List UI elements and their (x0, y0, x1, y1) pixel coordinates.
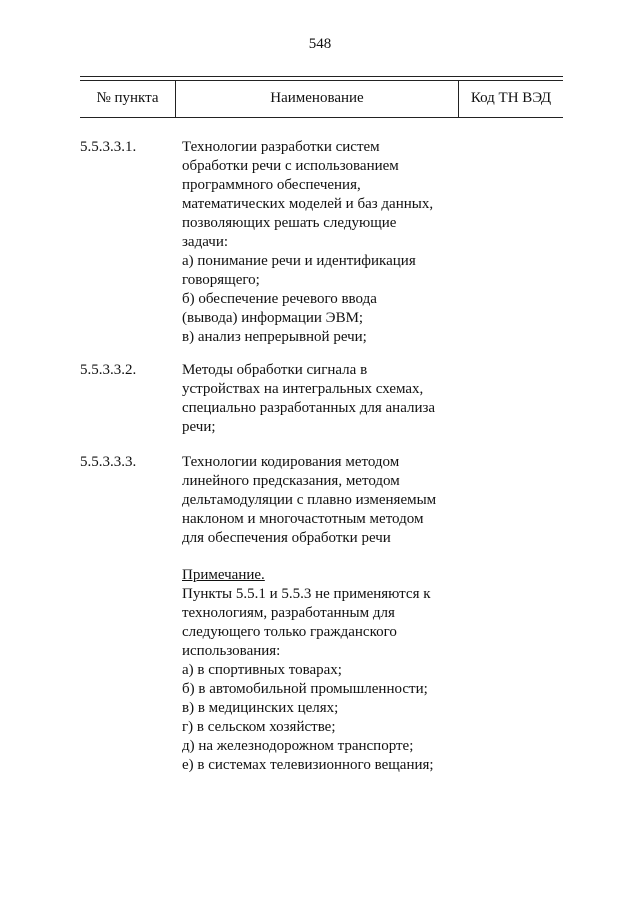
text-line: а) понимание речи и идентификация (182, 253, 416, 269)
text-line: б) обеспечение речевого ввода (182, 291, 377, 307)
page-number: 548 (308, 36, 332, 52)
column-header-name: Наименование (270, 90, 364, 106)
text-line: программного обеспечения, (182, 177, 361, 193)
text-line: в) анализ непрерывной речи; (182, 329, 367, 345)
text-line: математических моделей и баз данных, (182, 196, 434, 212)
text-line: Технологии кодирования методом (182, 454, 400, 470)
text-line: речи; (182, 419, 216, 435)
entry-number: 5.5.3.3.2. (80, 362, 137, 378)
text-line: обработки речи с использованием (182, 158, 399, 174)
text-line: использования: (182, 643, 281, 659)
text-line: е) в системах телевизионного вещания; (182, 757, 434, 773)
text-line: задачи: (182, 234, 229, 250)
text-line: Методы обработки сигнала в (182, 362, 368, 378)
text-line: наклоном и многочастотным методом (182, 511, 424, 527)
entry-description (182, 138, 482, 347)
text-line: д) на железнодорожном транспорте; (182, 738, 414, 754)
entry-number: 5.5.3.3.3. (80, 454, 137, 470)
text-line: позволяющих решать следующие (182, 215, 397, 231)
text-line: говорящего; (182, 272, 260, 288)
text-line: следующего только гражданского (182, 624, 397, 640)
text-line: б) в автомобильной промышленности; (182, 681, 428, 697)
column-header-number: № пункта (96, 90, 159, 106)
entry-description (182, 453, 482, 548)
text-line: в) в медицинских целях; (182, 700, 339, 716)
text-line: г) в сельском хозяйстве; (182, 719, 336, 735)
text-line: дельтамодуляции с плавно изменяемым (182, 492, 437, 508)
table-top-rule-inner (80, 80, 563, 81)
column-header-code: Код ТН ВЭД (470, 90, 552, 106)
entry-description (182, 361, 482, 437)
text-line: Технологии разработки систем (182, 139, 380, 155)
text-line: специально разработанных для анализа (182, 400, 436, 416)
note-title: Примечание. (182, 567, 265, 583)
text-line: (вывода) информации ЭВМ; (182, 310, 364, 326)
table-top-rule (80, 76, 563, 77)
entry-number: 5.5.3.3.1. (80, 139, 137, 155)
text-line: Пункты 5.5.1 и 5.5.3 не применяются к (182, 586, 431, 602)
table-header-bottom-rule (80, 117, 563, 118)
text-line: технологиям, разработанным для (182, 605, 395, 621)
text-line: а) в спортивных товарах; (182, 662, 342, 678)
text-line: устройствах на интегральных схемах, (182, 381, 424, 397)
text-line: для обеспечения обработки речи (182, 530, 391, 546)
note-content (182, 566, 482, 775)
text-line: линейного предсказания, методом (182, 473, 400, 489)
